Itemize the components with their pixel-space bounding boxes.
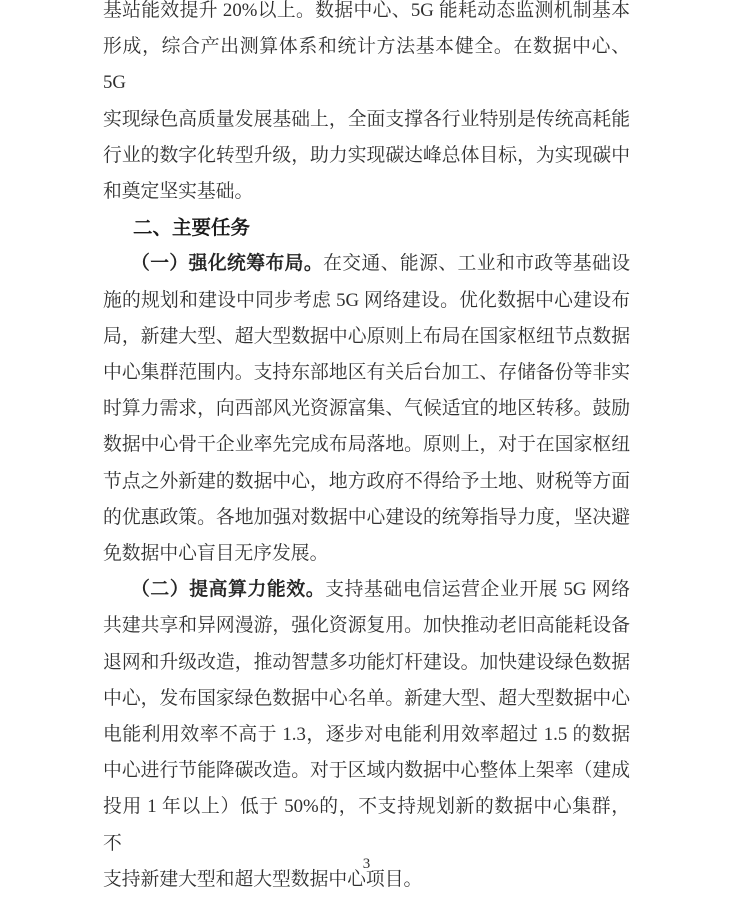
- paragraph2-line-5: 时算力需求，向西部风光资源富集、气候适宜的地区转移。鼓励: [103, 398, 630, 420]
- paragraph1-line-5: 和奠定坚实基础。: [103, 181, 254, 203]
- paragraph3-line-4: 中心，发布国家绿色数据中心名单。新建大型、超大型数据中心: [103, 687, 630, 709]
- paragraph2-line-9: 免数据中心盲目无序发展。: [103, 543, 329, 565]
- paragraph3-first-line-text: 支持基础电信运营企业开展 5G 网络: [325, 579, 631, 601]
- paragraph1-line-2: 形成，综合产出测算体系和统计方法基本健全。在数据中心、5G: [103, 36, 630, 94]
- paragraph3-line-2: 共建共享和异网漫游，强化资源复用。加快推动老旧高能耗设备: [103, 615, 630, 637]
- paragraph1-line-1: 基站能效提升 20%以上。数据中心、5G 能耗动态监测机制基本: [103, 0, 630, 21]
- paragraph3-line-3: 退网和升级改造，推动智慧多功能灯杆建设。加快建设绿色数据: [103, 651, 630, 673]
- paragraph2-line-8: 的优惠政策。各地加强对数据中心建设的统筹指导力度，坚决避: [103, 506, 630, 528]
- paragraph2-first-line-text: 在交通、能源、工业和市政等基础设: [323, 253, 631, 275]
- paragraph3-line-8: 支持新建大型和超大型数据中心项目。: [103, 868, 423, 890]
- paragraph2-line-1: [103, 246, 630, 282]
- paragraph3-lead: （二）提高算力能效。: [131, 579, 326, 601]
- paragraph2-lead: （一）强化统筹布局。: [131, 253, 324, 275]
- paragraph2-line-7: 节点之外新建的数据中心，地方政府不得给予土地、财税等方面: [103, 470, 630, 492]
- text-block: [103, 0, 630, 898]
- paragraph2-line-3: 局，新建大型、超大型数据中心原则上布局在国家枢纽节点数据: [103, 325, 630, 347]
- paragraph1-line-3: 实现绿色高质量发展基础上，全面支撑各行业特别是传统高耗能: [103, 108, 630, 130]
- paragraph3-line-6: 中心进行节能降碳改造。对于区域内数据中心整体上架率（建成: [103, 760, 630, 782]
- section-heading: 二、主要任务: [133, 217, 251, 240]
- paragraph1-line-4: 行业的数字化转型升级，助力实现碳达峰总体目标，为实现碳中: [103, 144, 630, 166]
- paragraph3-line-7: 投用 1 年以上）低于 50%的，不支持规划新的数据中心集群，不: [103, 796, 630, 854]
- paragraph2-line-6: 数据中心骨干企业率先完成布局落地。原则上，对于在国家枢纽: [103, 434, 630, 456]
- paragraph3-line-5: 电能利用效率不高于 1.3，逐步对电能利用效率超过 1.5 的数据: [103, 724, 630, 746]
- page-number: 3: [362, 856, 371, 872]
- paragraph2-line-4: 中心集群范围内。支持东部地区有关后台加工、存储备份等非实: [103, 362, 630, 384]
- paragraph2-line-2: 施的规划和建设中同步考虑 5G 网络建设。优化数据中心建设布: [103, 289, 630, 311]
- paragraph3-line-1: [103, 572, 630, 608]
